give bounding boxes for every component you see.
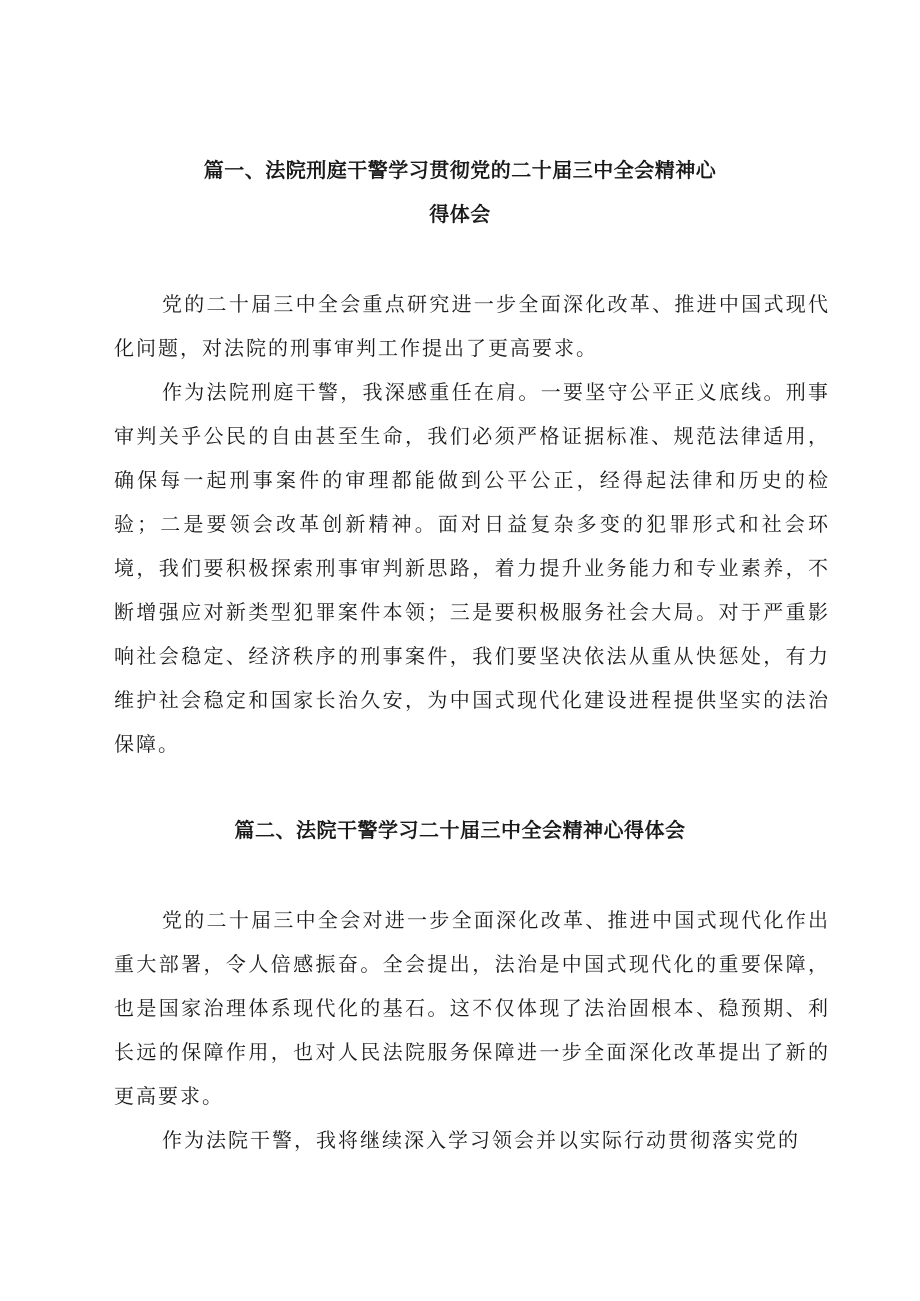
- section1-paragraph-1: 党的二十届三中全会重点研究进一步全面深化改革、推进中国式现代化问题，对法院的刑事审判工作提出了更高要求。: [114, 292, 830, 360]
- section2-paragraph-2: 作为法院干警，我将继续深入学习领会并以实际行动贯彻落实党的: [162, 1128, 800, 1152]
- section1-paragraph-2: 作为法院刑庭干警，我深感重任在肩。一要坚守公平正义底线。刑事审判关乎公民的自由甚至生命，我们必须严格证据标准、规范法律适用，确保每一起刑事案件的审理都能做到公平公正，经得起法律和历史的检验；二是要领会改革创新精神。面对日益复杂多变的犯罪形式和社会环境，我们要积极探索刑事审判新思路，着力提升业务能力和专业素养，不断增强应对新类型犯罪案件本领；三是要积极服务社会大局。对于严重影响社会稳定、经济秩序的刑事案件，我们要坚决依法从重从快惩处，有力维护社会稳定和国家长治久安，为中国式现代化建设进程提供坚实的法治保障。: [114, 380, 830, 756]
- section1-title-line1: 篇一、法院刑庭干警学习贯彻党的二十届三中全会精神心: [203, 158, 717, 182]
- section2-paragraph-1: 党的二十届三中全会对进一步全面深化改革、推进中国式现代化作出重大部署，令人倍感振奋。全会提出，法治是中国式现代化的重要保障，也是国家治理体系现代化的基石。这不仅体现了法治固根本、稳预期、利长远的保障作用，也对人民法院服务保障进一步全面深化改革提出了新的更高要求。: [114, 908, 830, 1108]
- section2-title: [100, 808, 820, 852]
- section1-title-line2: 得体会: [429, 202, 491, 226]
- section2-title-text: 篇二、法院干警学习二十届三中全会精神心得体会: [234, 818, 686, 842]
- section1-title: [100, 148, 820, 236]
